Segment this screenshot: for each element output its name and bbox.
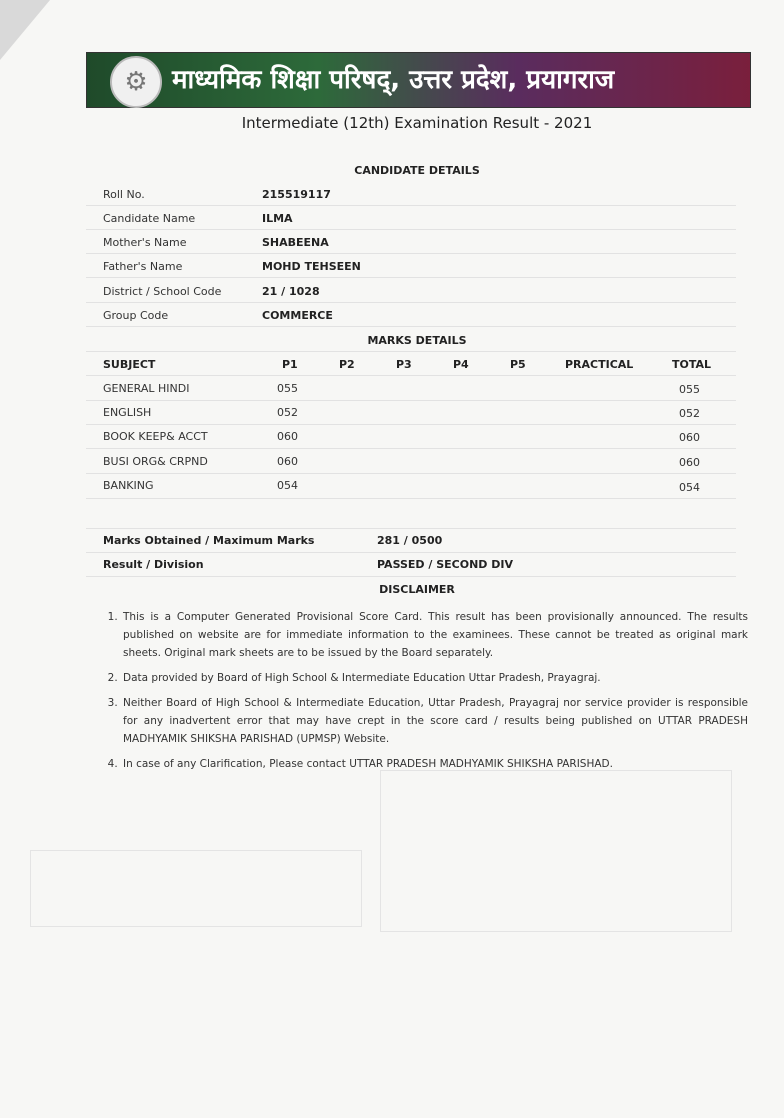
folded-corner — [0, 0, 50, 60]
divider — [86, 400, 736, 401]
col-header-p4: P4 — [453, 358, 469, 371]
col-header-p5: P5 — [510, 358, 526, 371]
disclaimer-item: 4. In case of any Clarification, Please contact UTTAR PRADESH MADHYAMIK SHIKSHA PARISHAD. — [121, 755, 748, 773]
subject-cell: GENERAL HINDI — [103, 382, 190, 395]
divider — [86, 205, 736, 206]
show-through-box — [380, 770, 732, 932]
total-cell: 060 — [679, 431, 700, 444]
mother-name-value: SHABEENA — [262, 236, 329, 249]
father-name-label: Father's Name — [103, 260, 183, 273]
divider — [86, 326, 736, 327]
divider — [86, 576, 736, 577]
district-school-code-value: 21 / 1028 — [262, 285, 320, 298]
divider — [86, 277, 736, 278]
col-header-p3: P3 — [396, 358, 412, 371]
subject-cell: BOOK KEEP& ACCT — [103, 430, 208, 443]
divider — [86, 229, 736, 230]
p1-cell: 055 — [277, 382, 298, 395]
father-name-value: MOHD TEHSEEN — [262, 260, 361, 273]
group-code-label: Group Code — [103, 309, 169, 322]
total-cell: 054 — [679, 481, 700, 494]
col-header-subject: SUBJECT — [103, 358, 156, 371]
disclaimer-list — [103, 608, 748, 780]
district-school-code-label: District / School Code — [103, 285, 222, 298]
col-header-practical: PRACTICAL — [565, 358, 634, 371]
divider — [86, 375, 736, 376]
p1-cell: 054 — [277, 479, 298, 492]
col-header-total: TOTAL — [672, 358, 712, 371]
total-cell: 060 — [679, 456, 700, 469]
divider — [86, 528, 736, 529]
emblem-icon: ⚙ — [110, 56, 162, 108]
marks-obtained-label: Marks Obtained / Maximum Marks — [103, 534, 315, 547]
group-code-value: COMMERCE — [262, 309, 333, 322]
p1-cell: 060 — [277, 430, 298, 443]
subject-cell: BUSI ORG& CRPND — [103, 455, 208, 468]
divider — [86, 351, 736, 352]
divider — [86, 424, 736, 425]
subject-cell: BANKING — [103, 479, 154, 492]
candidate-name-value: ILMA — [262, 212, 293, 225]
disclaimer-item: 1. This is a Computer Generated Provisional Score Card. This result has been provisionally announced. The results published on website are for immediate information to the examinees. These cannot be treated as original mark sheets. Original mark sheets are to be issued by the Board separately. — [121, 608, 748, 662]
divider — [86, 473, 736, 474]
roll-no-value: 215519117 — [262, 188, 331, 201]
candidate-details-heading: CANDIDATE DETAILS — [354, 164, 480, 177]
disclaimer-item: 3. Neither Board of High School & Intermediate Education, Uttar Pradesh, Prayagraj nor service provider is responsible for any inadvertent error that may have crept in the score card / results being published on UTTAR PRADESH MADHYAMIK SHIKSHA PARISHAD (UPMSP) Website. — [121, 694, 748, 748]
col-header-p2: P2 — [339, 358, 355, 371]
board-title: माध्यमिक शिक्षा परिषद्, उत्तर प्रदेश, प्रयागराज — [172, 65, 615, 95]
roll-no-label: Roll No. — [103, 188, 145, 201]
result-division-value: PASSED / SECOND DIV — [377, 558, 514, 571]
candidate-name-label: Candidate Name — [103, 212, 196, 225]
p1-cell: 060 — [277, 455, 298, 468]
total-cell: 055 — [679, 383, 700, 396]
disclaimer-item: 2. Data provided by Board of High School & Intermediate Education Uttar Pradesh, Prayagraj. — [121, 669, 748, 687]
marks-obtained-value: 281 / 0500 — [377, 534, 443, 547]
divider — [86, 302, 736, 303]
mother-name-label: Mother's Name — [103, 236, 187, 249]
marks-details-heading: MARKS DETAILS — [367, 334, 467, 347]
total-cell: 052 — [679, 407, 700, 420]
col-header-p1: P1 — [282, 358, 298, 371]
result-division-label: Result / Division — [103, 558, 204, 571]
subject-cell: ENGLISH — [103, 406, 152, 419]
disclaimer-heading: DISCLAIMER — [379, 583, 455, 596]
page-title: Intermediate (12th) Examination Result - 2021 — [241, 114, 593, 132]
p1-cell: 052 — [277, 406, 298, 419]
divider — [86, 448, 736, 449]
divider — [86, 253, 736, 254]
divider — [86, 552, 736, 553]
show-through-box — [30, 850, 362, 927]
divider — [86, 498, 736, 499]
